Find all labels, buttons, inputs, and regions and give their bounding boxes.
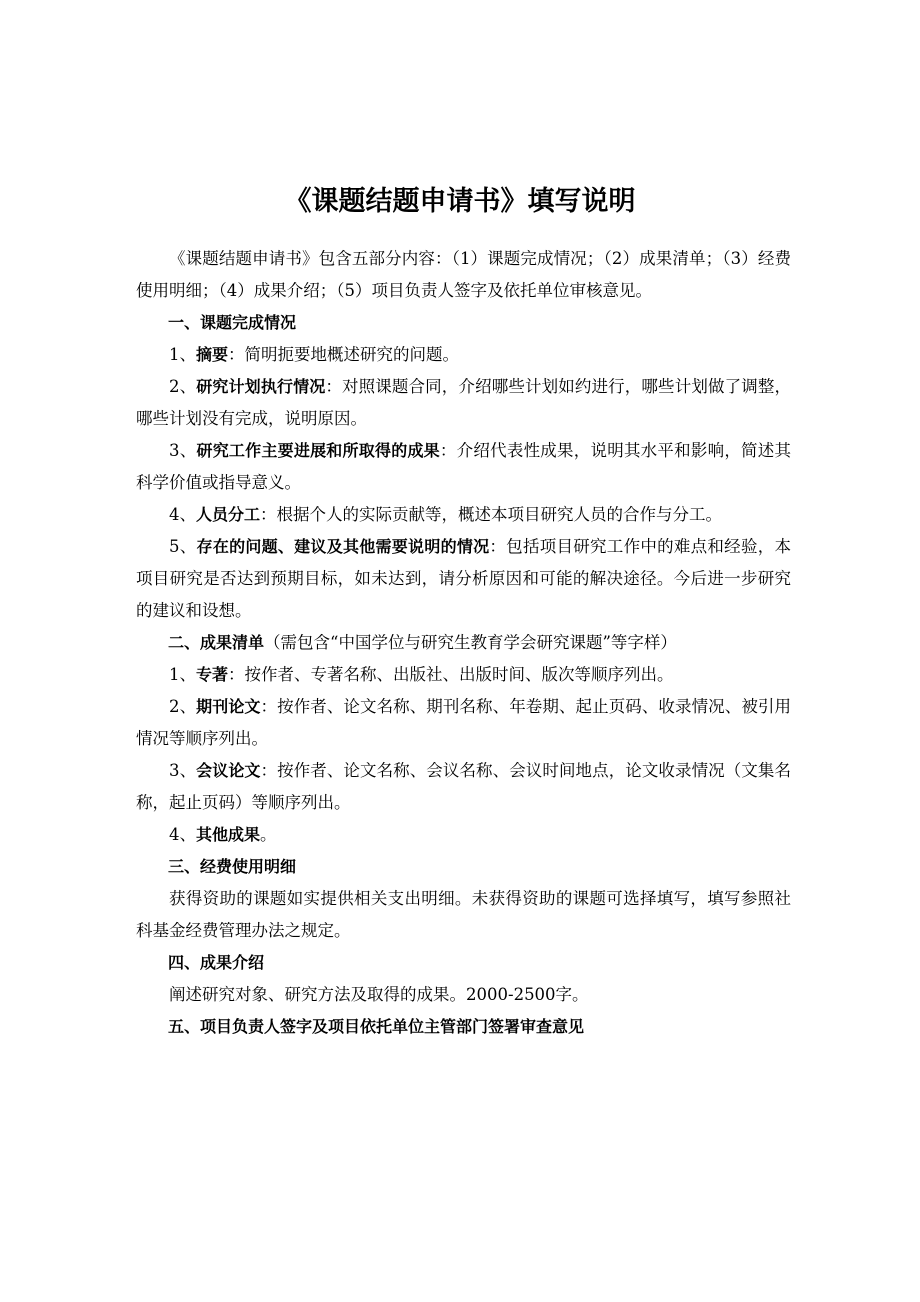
section-4-text: 阐述研究对象、研究方法及取得的成果。2000-2500字。 — [169, 985, 589, 1004]
section-5-heading: 五、项目负责人签字及项目依托单位主管部门签署审查意见 — [168, 1017, 585, 1036]
section-2-item-4: 4、其他成果。 — [169, 825, 277, 844]
section-1-heading: 一、课题完成情况 — [168, 313, 297, 332]
section-2-item-1: 1、专著：按作者、专著名称、出版社、出版时间、版次等顺序列出。 — [169, 665, 674, 684]
document-body — [136, 243, 791, 1043]
section-1-item-4: 4、人员分工：根据个人的实际贡献等，概述本项目研究人员的合作与分工。 — [169, 505, 723, 524]
section-1-item-2: 2、研究计划执行情况：对照课题合同，介绍哪些计划如约进行，哪些计划做了调整，哪些计划没有完成，说明原因。 — [136, 377, 791, 428]
document-title: 《课题结题申请书》填写说明 — [284, 186, 636, 217]
section-2-heading: 二、成果清单（需包含“中国学位与研究生教育学会研究课题”等字样） — [168, 633, 677, 652]
section-2-item-2: 2、期刊论文：按作者、论文名称、期刊名称、年卷期、起止页码、收录情况、被引用情况等顺序列出。 — [136, 697, 792, 748]
section-1-item-1: 1、摘要：简明扼要地概述研究的问题。 — [169, 345, 460, 364]
section-1-item-5: 5、存在的问题、建议及其他需要说明的情况：包括项目研究工作中的难点和经验，本项目研究是否达到预期目标，如未达到，请分析原因和可能的解决途径。今后进一步研究的建议和设想。 — [136, 537, 791, 620]
section-2-item-3: 3、会议论文：按作者、论文名称、会议名称、会议时间地点，论文收录情况（文集名称，起止页码）等顺序列出。 — [136, 761, 792, 812]
intro-paragraph: 《课题结题申请书》包含五部分内容：（1）课题完成情况；（2）成果清单；（3）经费使用明细；（4）成果介绍；（5）项目负责人签字及依托单位审核意见。 — [136, 249, 791, 300]
section-1-item-3: 3、研究工作主要进展和所取得的成果：介绍代表性成果，说明其水平和影响，简述其科学价值或指导意义。 — [136, 441, 792, 492]
section-2-note: （需包含“中国学位与研究生教育学会研究课题”等字样） — [264, 633, 677, 652]
section-3-heading: 三、经费使用明细 — [168, 857, 297, 876]
section-3-text: 获得资助的课题如实提供相关支出明细。未获得资助的课题可选择填写，填写参照社科基金经费管理办法之规定。 — [136, 889, 791, 940]
section-4-heading: 四、成果介绍 — [168, 953, 265, 972]
